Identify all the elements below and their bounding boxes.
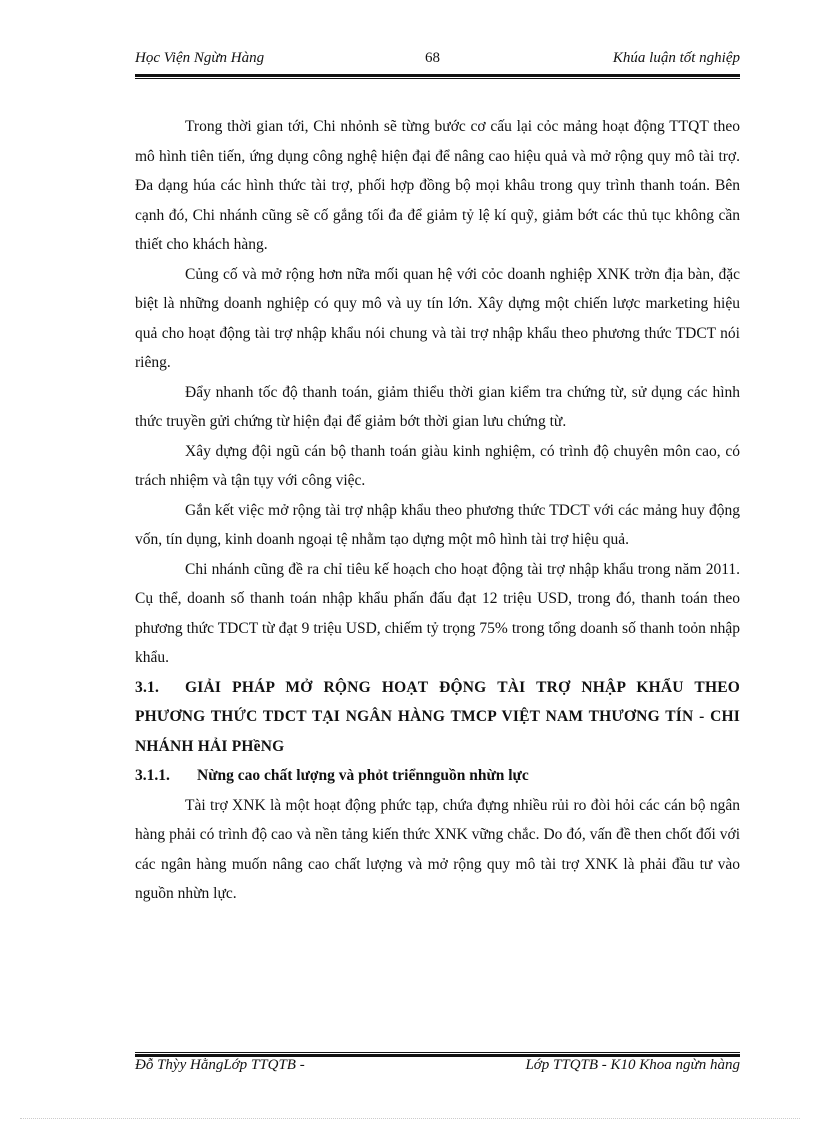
page-body — [135, 112, 740, 909]
paragraph-hr-intro: Tài trợ XNK là một hoạt động phức tạp, chứa đựng nhiều rủi ro đòi hỏi các cán bộ ngân hàng phải có trình độ cao và nền tảng kiến thức XNK vững chắc. Do đó, vấn đề then chốt đối với các ngân hàng muốn nâng cao chất lượng và mở rộng quy mô tài trợ XNK là phải đầu tư vào nguồn nhừn lực. — [135, 796, 740, 902]
header-institution: Học Viện Ngừn Hàng — [135, 50, 265, 66]
subsection-title: Nừng cao chất lượng và phỏt triểnnguồn nhừn lực — [197, 767, 529, 784]
paragraph-linkage: Gắn kết việc mở rộng tài trợ nhập khẩu theo phương thức TDCT với các mảng huy động vốn, tín dụng, kinh doanh ngoại tệ nhằm tạo dựng một mô hình tài trợ hiệu quả. — [135, 501, 740, 548]
page-header — [135, 48, 740, 74]
footer-author: Đỗ Thỳy HằngLớp TTQTB - — [135, 1057, 305, 1073]
paragraph-targets: Chi nhánh cũng đề ra chỉ tiêu kế hoạch cho hoạt động tài trợ nhập khẩu trong năm 2011. Cụ thể, doanh số thanh toán nhập khẩu phấn đấu đạt 12 triệu USD, trong đó, thanh toán theo phương thức TDCT từ đạt 9 triệu USD, chiếm tỷ trọng 75% trong tổng doanh số thanh toỏn nhập khẩu. — [135, 560, 740, 666]
header-rule — [135, 74, 740, 79]
paragraph-restructure: Trong thời gian tới, Chi nhỏnh sẽ từng bước cơ cấu lại cỏc mảng hoạt động TTQT theo mô hình tiên tiến, ứng dụng công nghệ hiện đại để nâng cao hiệu quả và mở rộng quy mô tài trợ. Đa dạng húa các hình thức tài trợ, phối hợp đồng bộ mọi khâu trong quy trình thanh toán. Bên cạnh đó, Chi nhánh cũng sẽ cố gắng tối đa để giảm tỷ lệ kí quỹ, giảm bớt các thủ tục không cần thiết cho khách hàng. — [135, 118, 740, 253]
header-document-type: Khúa luận tốt nghiệp — [612, 50, 740, 66]
page-edge-divider — [20, 1118, 800, 1119]
paragraph-staff: Xây dựng đội ngũ cán bộ thanh toán giàu kinh nghiệm, có trình độ chuyên môn cao, có trách nhiệm và tận tụy với công việc. — [135, 442, 740, 489]
page-number: 68 — [425, 50, 440, 66]
paragraph-relations: Củng cố và mở rộng hơn nữa mối quan hệ với cỏc doanh nghiệp XNK trờn địa bàn, đặc biệt là những doanh nghiệp có quy mô và uy tín lớn. Xây dựng một chiến lược marketing hiệu quả cho hoạt động tài trợ nhập khẩu nói chung và tài trợ nhập khẩu theo phương thức TDCT nói riêng. — [135, 265, 740, 371]
subsection-number: 3.1.1. — [135, 767, 170, 784]
section-title: GIẢI PHÁP MỞ RỘNG HOẠT ĐỘNG TÀI TRỢ NHẬP KHẨU THEO PHƯƠNG THỨC TDCT TẠI NGÂN HÀNG TMCP VIỆT NAM THƯƠNG TÍN - CHI NHÁNH HẢI PHềNG — [135, 678, 740, 755]
page-footer — [135, 1057, 740, 1081]
footer-class: Lớp TTQTB - K10 Khoa ngừn hàng — [525, 1057, 740, 1073]
paragraph-speed: Đẩy nhanh tốc độ thanh toán, giảm thiểu thời gian kiểm tra chứng từ, sử dụng các hình thức truyền gửi chứng từ hiện đại để giảm bớt thời gian lưu chứng từ. — [135, 383, 740, 430]
subsection-heading — [135, 761, 740, 791]
section-number: 3.1. — [135, 678, 160, 696]
section-heading — [135, 673, 740, 762]
